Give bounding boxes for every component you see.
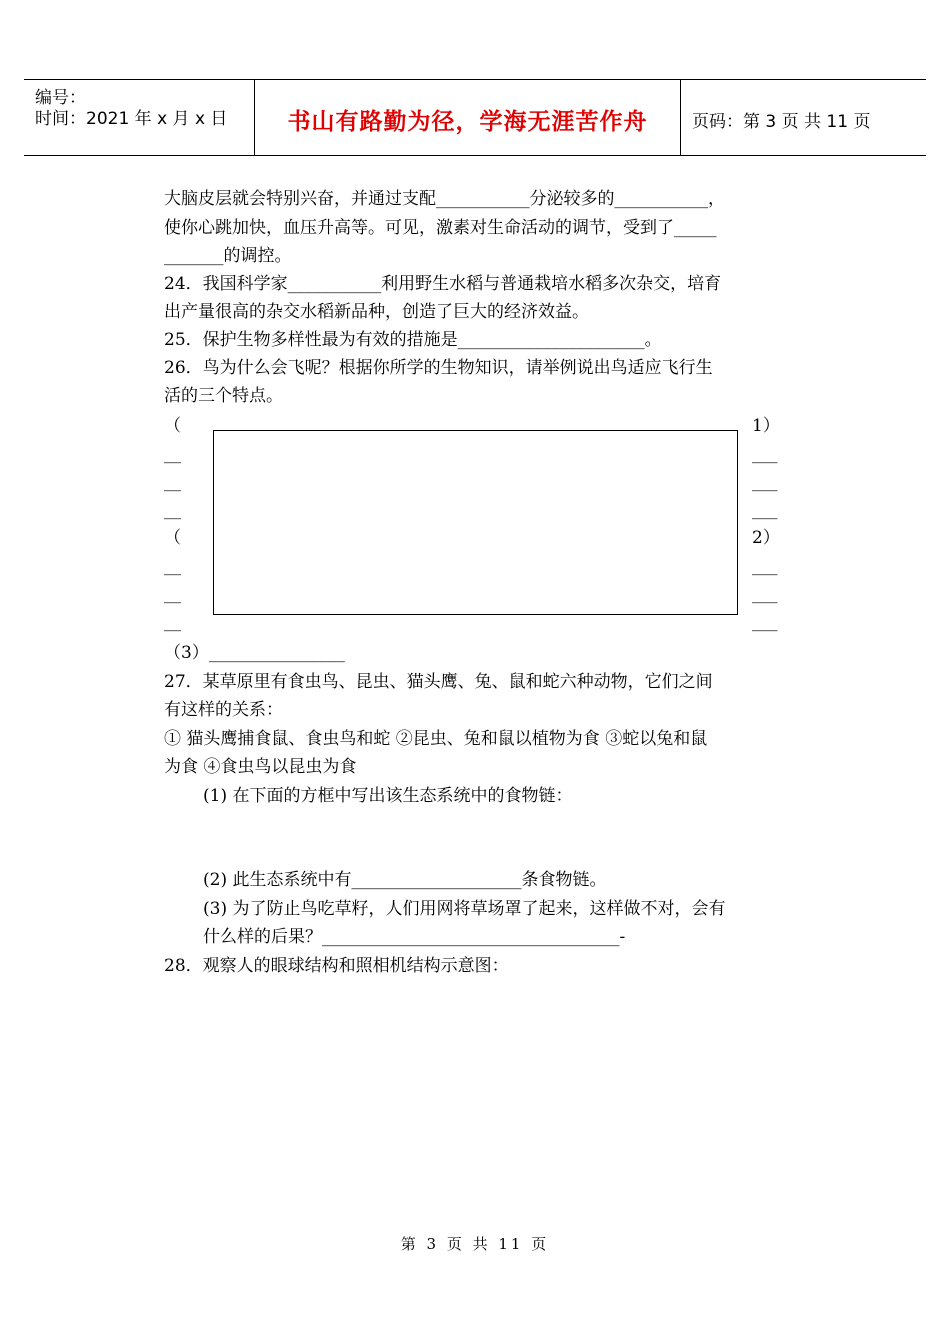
q27-sub-2: (2) 此生态系统中有____________________条食物链。 bbox=[203, 870, 607, 890]
question-25: 25．保护生物多样性最为有效的措施是______________________。 bbox=[164, 330, 662, 350]
body-line: ① 猫头鹰捕食鼠、食虫鸟和蛇 ②昆虫、兔和鼠以植物为食 ③蛇以兔和鼠 bbox=[164, 729, 708, 749]
q27-sub-1: (1) 在下面的方框中写出该生态系统中的食物链： bbox=[203, 786, 573, 806]
q26-third-answer: （3）________________ bbox=[164, 643, 345, 663]
question-28: 28．观察人的眼球结构和照相机结构示意图： bbox=[164, 956, 509, 976]
body-line: 为食 ④食虫鸟以昆虫为食 bbox=[164, 757, 357, 777]
body-line: 活的三个特点。 bbox=[164, 386, 283, 406]
body-line: 使你心跳加快，血压升高等。可见，激素对生命活动的调节，受到了_____ bbox=[164, 218, 717, 238]
header-top-rule bbox=[24, 79, 926, 80]
body-line: 大脑皮层就会特别兴奋，并通过支配___________分泌较多的___________， bbox=[164, 189, 725, 209]
motto: 书山有路勤为径，学海无涯苦作舟 bbox=[287, 109, 648, 135]
question-26: 26．鸟为什么会飞呢？根据你所学的生物知识，请举例说出鸟适应飞行生 bbox=[164, 358, 713, 378]
question-24: 24．我国科学家___________利用野生水稻与普通栽培水稻多次杂交，培育 bbox=[164, 274, 722, 294]
page-number-label: 页码：第 3 页 共 11 页 bbox=[692, 112, 871, 132]
header-bottom-rule bbox=[24, 155, 926, 156]
header-divider-2 bbox=[680, 79, 681, 155]
left-answer-marks: （ __ __ __ （ __ __ __ bbox=[164, 416, 181, 632]
doc-time-label: 时间：2021 年 x 月 x 日 bbox=[35, 109, 228, 129]
doc-number-label: 编号： bbox=[35, 88, 86, 108]
body-line: 有这样的关系： bbox=[164, 700, 283, 720]
question-27: 27．某草原里有食虫鸟、昆虫、猫头鹰、兔、鼠和蛇六种动物，它们之间 bbox=[164, 672, 713, 692]
body-line: 什么样的后果？___________________________________- bbox=[203, 927, 626, 947]
page-footer: 第 3 页 共 11 页 bbox=[400, 1235, 550, 1253]
answer-box bbox=[213, 430, 738, 615]
body-line: 出产量很高的杂交水稻新品种，创造了巨大的经济效益。 bbox=[164, 302, 589, 322]
right-answer-marks: 1） ___ ___ ___ 2） ___ ___ ___ bbox=[752, 416, 780, 632]
q27-sub-3: (3) 为了防止鸟吃草籽，人们用网将草场罩了起来，这样做不对，会有 bbox=[203, 899, 726, 919]
body-line: _______的调控。 bbox=[164, 246, 292, 266]
